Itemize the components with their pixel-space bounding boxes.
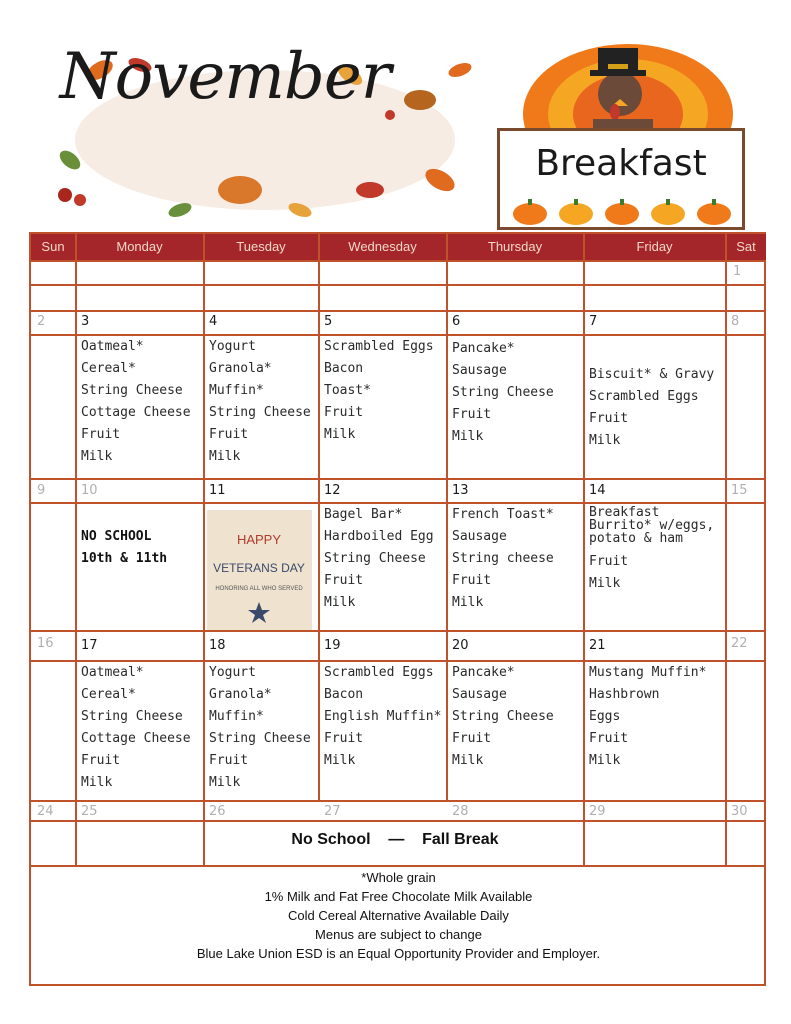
menu-item: Sausage [452, 529, 507, 544]
menu-item: Milk [589, 753, 621, 768]
grid-line [31, 800, 766, 802]
menu-item: Cottage Cheese [81, 405, 191, 420]
menu-item: Fruit [452, 731, 492, 746]
day-number: 6 [452, 314, 461, 329]
weekday-header: Tuesday [204, 234, 318, 260]
grid-line [31, 820, 766, 822]
footer-line: Menus are subject to change [315, 927, 482, 942]
menu-item: Breakfast Burrito* w/eggs, potato & ham [589, 505, 715, 546]
day-number: 7 [589, 314, 598, 329]
day-number: 15 [731, 483, 748, 498]
menu-item: Milk [452, 753, 484, 768]
footer-line: *Whole grain [361, 870, 436, 885]
menu-item: Mustang Muffin* [589, 665, 707, 680]
menu-item: Milk [589, 433, 621, 448]
day-number: 12 [324, 483, 341, 498]
menu-item: Fruit [589, 411, 629, 426]
menu-list [452, 662, 554, 772]
footer-line: 1% Milk and Fat Free Chocolate Milk Available [264, 889, 533, 904]
day-number: 20 [452, 638, 469, 653]
calendar-grid [29, 232, 766, 986]
menu-item: Sausage [452, 363, 507, 378]
menu-list [324, 504, 434, 614]
grid-line [583, 234, 585, 865]
menu-item: Milk [81, 449, 113, 464]
menu-item: Granola* [209, 687, 272, 702]
fall-break-dash: — [388, 831, 405, 848]
menu-item: String Cheese [209, 731, 311, 746]
menu-item: Milk [324, 753, 356, 768]
menu-item: Milk [324, 427, 356, 442]
menu-item: French Toast* [452, 507, 554, 522]
grid-line [318, 234, 320, 800]
menu-item: Yogurt [209, 339, 256, 354]
day-number: 11 [209, 483, 226, 498]
weekday-header: Sat [726, 234, 766, 260]
menu-item: Milk [324, 595, 356, 610]
menu-item: String Cheese [452, 709, 554, 724]
footer-line: Blue Lake Union ESD is an Equal Opportunity Provider and Employer. [196, 946, 601, 961]
menu-item: Fruit [209, 753, 249, 768]
menu-item: Biscuit* & Gravy [589, 367, 715, 382]
footer-line: Cold Cereal Alternative Available Daily [288, 908, 509, 923]
menu-list [209, 336, 311, 468]
menu-item: Toast* [324, 383, 371, 398]
grid-line [75, 234, 77, 865]
page-header [0, 0, 791, 232]
day-number: 1 [733, 264, 742, 279]
menu-item: String Cheese [209, 405, 311, 420]
menu-item: Fruit [324, 573, 364, 588]
grid-line [31, 478, 766, 480]
day-number: 18 [209, 638, 226, 653]
menu-item: Muffin* [209, 383, 264, 398]
veterans-day-line: HAPPY [236, 532, 282, 547]
menu-item: Cereal* [81, 361, 136, 376]
veterans-day-line: VETERANS DAY [213, 561, 305, 575]
breakfast-sign [497, 128, 745, 230]
no-school-line: NO SCHOOL [81, 529, 152, 544]
menu-item: Granola* [209, 361, 272, 376]
menu-item: Scrambled Eggs [324, 339, 434, 354]
menu-item: Fruit [81, 753, 121, 768]
menu-list [324, 336, 434, 446]
day-number: 29 [589, 804, 606, 819]
day-number: 22 [731, 636, 748, 651]
menu-item: String Cheese [452, 385, 554, 400]
menu-list [589, 506, 721, 595]
menu-list [81, 662, 191, 794]
menu-item: Fruit [209, 427, 249, 442]
menu-item: Scrambled Eggs [589, 389, 699, 404]
menu-item: English Muffin* [324, 709, 442, 724]
menu-item: Hashbrown [589, 687, 660, 702]
menu-item: String Cheese [81, 383, 183, 398]
menu-item: Fruit [589, 554, 629, 569]
menu-list [452, 338, 554, 448]
day-number: 8 [731, 314, 740, 329]
menu-item: Yogurt [209, 665, 256, 680]
menu-item: Pancake* [452, 665, 515, 680]
day-number: 4 [209, 314, 218, 329]
menu-item: Milk [209, 449, 241, 464]
menu-list [324, 662, 441, 772]
day-number: 28 [452, 804, 469, 819]
weekday-header: Friday [584, 234, 725, 260]
menu-list [452, 504, 554, 614]
grid-line [31, 260, 766, 262]
menu-list [589, 662, 706, 772]
month-title: November [59, 40, 391, 114]
day-number: 14 [589, 483, 606, 498]
pumpkin-icon [508, 197, 738, 227]
grid-line [31, 865, 766, 867]
weekday-header: Sun [31, 234, 75, 260]
menu-item: Fruit [589, 731, 629, 746]
menu-item: Milk [589, 576, 621, 591]
veterans-day-line: HONORING ALL WHO SERVED [215, 586, 303, 592]
day-number: 21 [589, 638, 606, 653]
day-number: 27 [324, 804, 341, 819]
menu-item: Cereal* [81, 687, 136, 702]
menu-item: Muffin* [209, 709, 264, 724]
menu-item: Oatmeal* [81, 339, 144, 354]
day-number: 9 [37, 483, 46, 498]
fall-break-left: No School [291, 831, 371, 848]
menu-item: Milk [209, 775, 241, 790]
grid-line [31, 284, 766, 286]
grid-line [446, 234, 448, 800]
grid-line [725, 234, 727, 865]
fall-break-banner [205, 831, 585, 849]
menu-item: Milk [452, 429, 484, 444]
grid-line [203, 234, 205, 865]
menu-item: Cottage Cheese [81, 731, 191, 746]
fall-break-right: Fall Break [422, 831, 499, 848]
grid-line [31, 630, 766, 632]
menu-item: Pancake* [452, 341, 515, 356]
day-number: 16 [37, 636, 54, 651]
day-number: 2 [37, 314, 46, 329]
menu-item: String Cheese [324, 551, 426, 566]
menu-item: Oatmeal* [81, 665, 144, 680]
weekday-header: Monday [76, 234, 203, 260]
menu-item: String Cheese [81, 709, 183, 724]
menu-item: Eggs [589, 709, 621, 724]
weekday-header: Wednesday [319, 234, 446, 260]
menu-item: Scrambled Eggs [324, 665, 434, 680]
menu-item: Bacon [324, 687, 364, 702]
menu-item: Milk [452, 595, 484, 610]
menu-item: Hardboiled Egg [324, 529, 434, 544]
menu-item: Fruit [324, 405, 364, 420]
footer-notes [31, 868, 766, 963]
menu-item: Sausage [452, 687, 507, 702]
veterans-day-image [207, 510, 312, 630]
day-number: 5 [324, 314, 333, 329]
day-number: 10 [81, 483, 98, 498]
menu-item: Fruit [452, 407, 492, 422]
menu-list [209, 662, 311, 794]
day-number: 26 [209, 804, 226, 819]
menu-item: Fruit [81, 427, 121, 442]
no-school-line: 10th & 11th [81, 551, 168, 566]
menu-list [81, 336, 191, 468]
menu-item: Milk [81, 775, 113, 790]
menu-title: Breakfast [535, 143, 707, 184]
weekday-header: Thursday [447, 234, 583, 260]
no-school-note [81, 526, 167, 570]
menu-list [589, 364, 714, 452]
day-number: 13 [452, 483, 469, 498]
menu-item: Fruit [324, 731, 364, 746]
menu-item: Bacon [324, 361, 364, 376]
day-number: 17 [81, 638, 98, 653]
day-number: 3 [81, 314, 90, 329]
menu-item: Fruit [452, 573, 492, 588]
day-number: 30 [731, 804, 748, 819]
day-number: 25 [81, 804, 98, 819]
day-number: 19 [324, 638, 341, 653]
day-number: 24 [37, 804, 54, 819]
menu-item: String cheese [452, 551, 554, 566]
grid-line [31, 310, 766, 312]
menu-item: Bagel Bar* [324, 507, 403, 522]
